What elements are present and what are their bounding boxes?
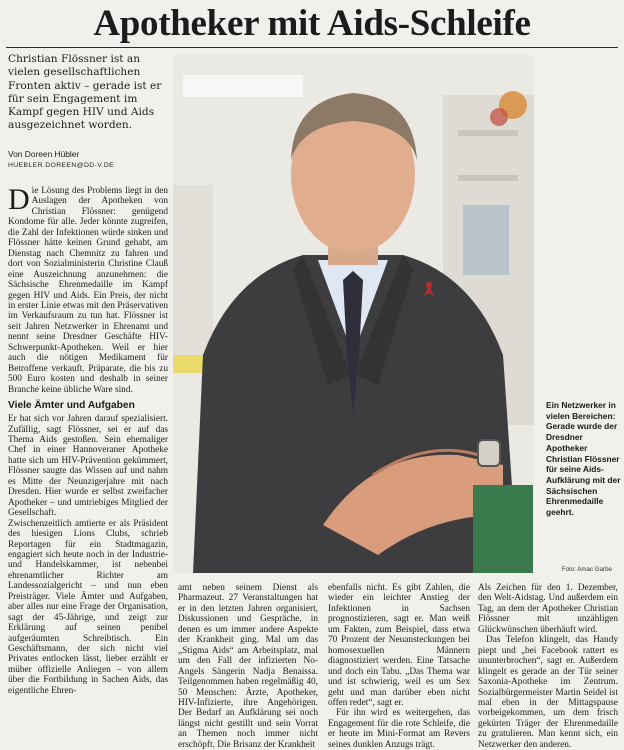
column-4-paragraph-2: Das Telefon klingelt, das Handy piept und „bei Facebook rattert es ununterbrochen“, sagt er. Außerdem klingelt es gerade an der Tür seiner Saxonia-Apotheke im Zentrum. Sozialbürgermeister Martin Seidel ist mal eben in der Mittagspause vorbeigekommen, um dem frisch gekürten Träger der Ehrenmedaille zu gratulieren. Man kennt sich, ein Netzwerker den anderen. — [478, 635, 618, 750]
headline: Apotheker mit Aids-Schleife — [93, 3, 531, 44]
paragraph-3: Zwischenzeitlich amtierte er als Präsident des hiesigen Lions Clubs, schrieb Reportagen für ein Stadtmagazin, engagiert sich heute noch in der Industrie- und Handelskammer, ist nebenbei ehrenamtlicher Richter am Landessozialgericht – und nun eben Preisträger. Viele Ämter und Aufgaben, aber alles nur eine Frage der Organisation, sagt der 45-Jährige, und zeigt zur Erklärung auf seinen penibel aufgeräumten Schreibtisch. Ein Geschäftsmann, der sich nicht viel Privates entlocken lässt, lieber erzählt er müber offizielle Anliegen – von allem über die Fortbildung in Sachen Aids, das eigentliche Ehren- — [8, 518, 168, 696]
column-4-paragraph-1: Als Zeichen für den 1. Dezember, den Welt-Aidstag. Und außerdem ein Tag, an dem der Apotheker Christian Flössner mit unzähligen Glückwünschen überhäuft wird. — [478, 583, 618, 635]
column-3 — [328, 583, 470, 750]
headline-rule — [6, 47, 618, 48]
portrait-photo — [173, 55, 534, 573]
author-email: HUEBLER.DOREEN@DD-V.DE — [8, 162, 115, 169]
subheading: Viele Ämter und Aufgaben — [8, 400, 135, 412]
intro-text: Christian Flössner ist an vielen gesellschaftlichen Fronten aktiv – gerade ist er für sein Engagement im Kampf gegen HIV und Aids ausgezeichnet worden. — [8, 53, 162, 132]
column-1 — [8, 183, 168, 696]
photo-credit: Foto: Amac Garbe — [561, 566, 612, 573]
portrait-illustration — [173, 55, 534, 573]
column-3-paragraph-1: ebenfalls nicht. Es gibt Zahlen, die wieder ein leichter Anstieg der Infektionen in Sachsen prognostizieren, sagt er. Man weiß um Fakten, zum Beispiel, dass etwa 70 Prozent der Neuansteckungen bei homosexuellen Männern diagnostiziert werden. Eine Tatsache und doch ein Tabu. „Das Thema war und ist schwierig, weil es um Sex geht und man darüber eben nicht offen redet“, sagt er. — [328, 583, 470, 708]
paragraph-2: Er hat sich vor Jahren darauf spezialisiert. Zufällig, sagt Flössner, sei er auf das Thema Aids gestoßen. Sein ehemaliger Chef in einer Hannoveraner Apotheke hatte sich um HIV-Prävention gekümmert, Flössner saugte das Wissen auf und nahm es Mitte der Neunzigerjahre mit nach Dresden. Hier wurde er selbst zweifacher Apotheker – und umtriebiges Mitglied der Gesellschaft. — [8, 414, 168, 519]
column-3-paragraph-2: Für ihn wird es weitergehen, das Engagement für die rote Schleife, die er heute im Mini-Format am Revers seines dunklen Anzugs trägt. — [328, 708, 470, 750]
paragraph-1-text: ie Lösung des Problems liegt in den Auslagen der Apotheken von Christian Flössner: genügend Kondome für alle. Jeder könnte zugreifen, die Zahl der Infektionen würde sinken und Flössner hätte keinen Grund gehabt, am Dienstag nach Chemnitz zu fahren und dort von Sozialministerin Christine Clauß eine Auszeichnung anzunehmen: die Sächsische Ehrenmedaille im Kampf gegen HIV und Aids. Ein Preis, der nicht in erster Linie etwas mit den Präservativen im Verkaufsraum zu tun hat. Flössner ist seit Jahren Netzwerker in Ehrenamt und nennt seine Dresdner Geschäfte HIV-Schwerpunkt-Apotheken. Weil er hier auch die nötigen Medikament für Betroffene verkauft. Präparate, die bis zu 500 Euro kosten und deshalb in seiner Branche keine übliche Ware sind. — [8, 186, 168, 395]
column-4 — [478, 583, 618, 750]
column-2 — [178, 583, 318, 750]
paragraph-1 — [8, 183, 168, 395]
column-2-text: amt neben seinem Dienst als Pharmazeut. 27 Veranstaltungen hat er in den letzten Jahren organisiert, Diskussionen und Gespräche, in denen es um immer andere Aspekte der Krankheit ging. Mal um das „Stigma Aids“ am Arbeitsplatz, mal um den Fall der infizierten No-Angels Sängerin Nadja Benaissa. Teilgenommen haben regelmäßig 40, 50 Menschen: Ärzte, Apotheker, HIV-Infizierte, ihre Angehörigen. Der Bedarf an Aufklärung sei noch längst nicht gestillt und sein Vorrat an Themen noch immer nicht erschöpft. Die Brisanz der Krankheit — [178, 583, 318, 750]
author-name: Von Doreen Hübler — [8, 149, 80, 159]
drop-cap: D — [8, 183, 30, 216]
photo-caption: Ein Netzwerker in vielen Bereichen: Gerade wurde der Dresdner Apotheker Christian Flössner für seine Aids-Aufklärung mit der Sächsischen Ehrenmedaille geehrt. — [546, 400, 621, 518]
byline — [8, 149, 168, 171]
